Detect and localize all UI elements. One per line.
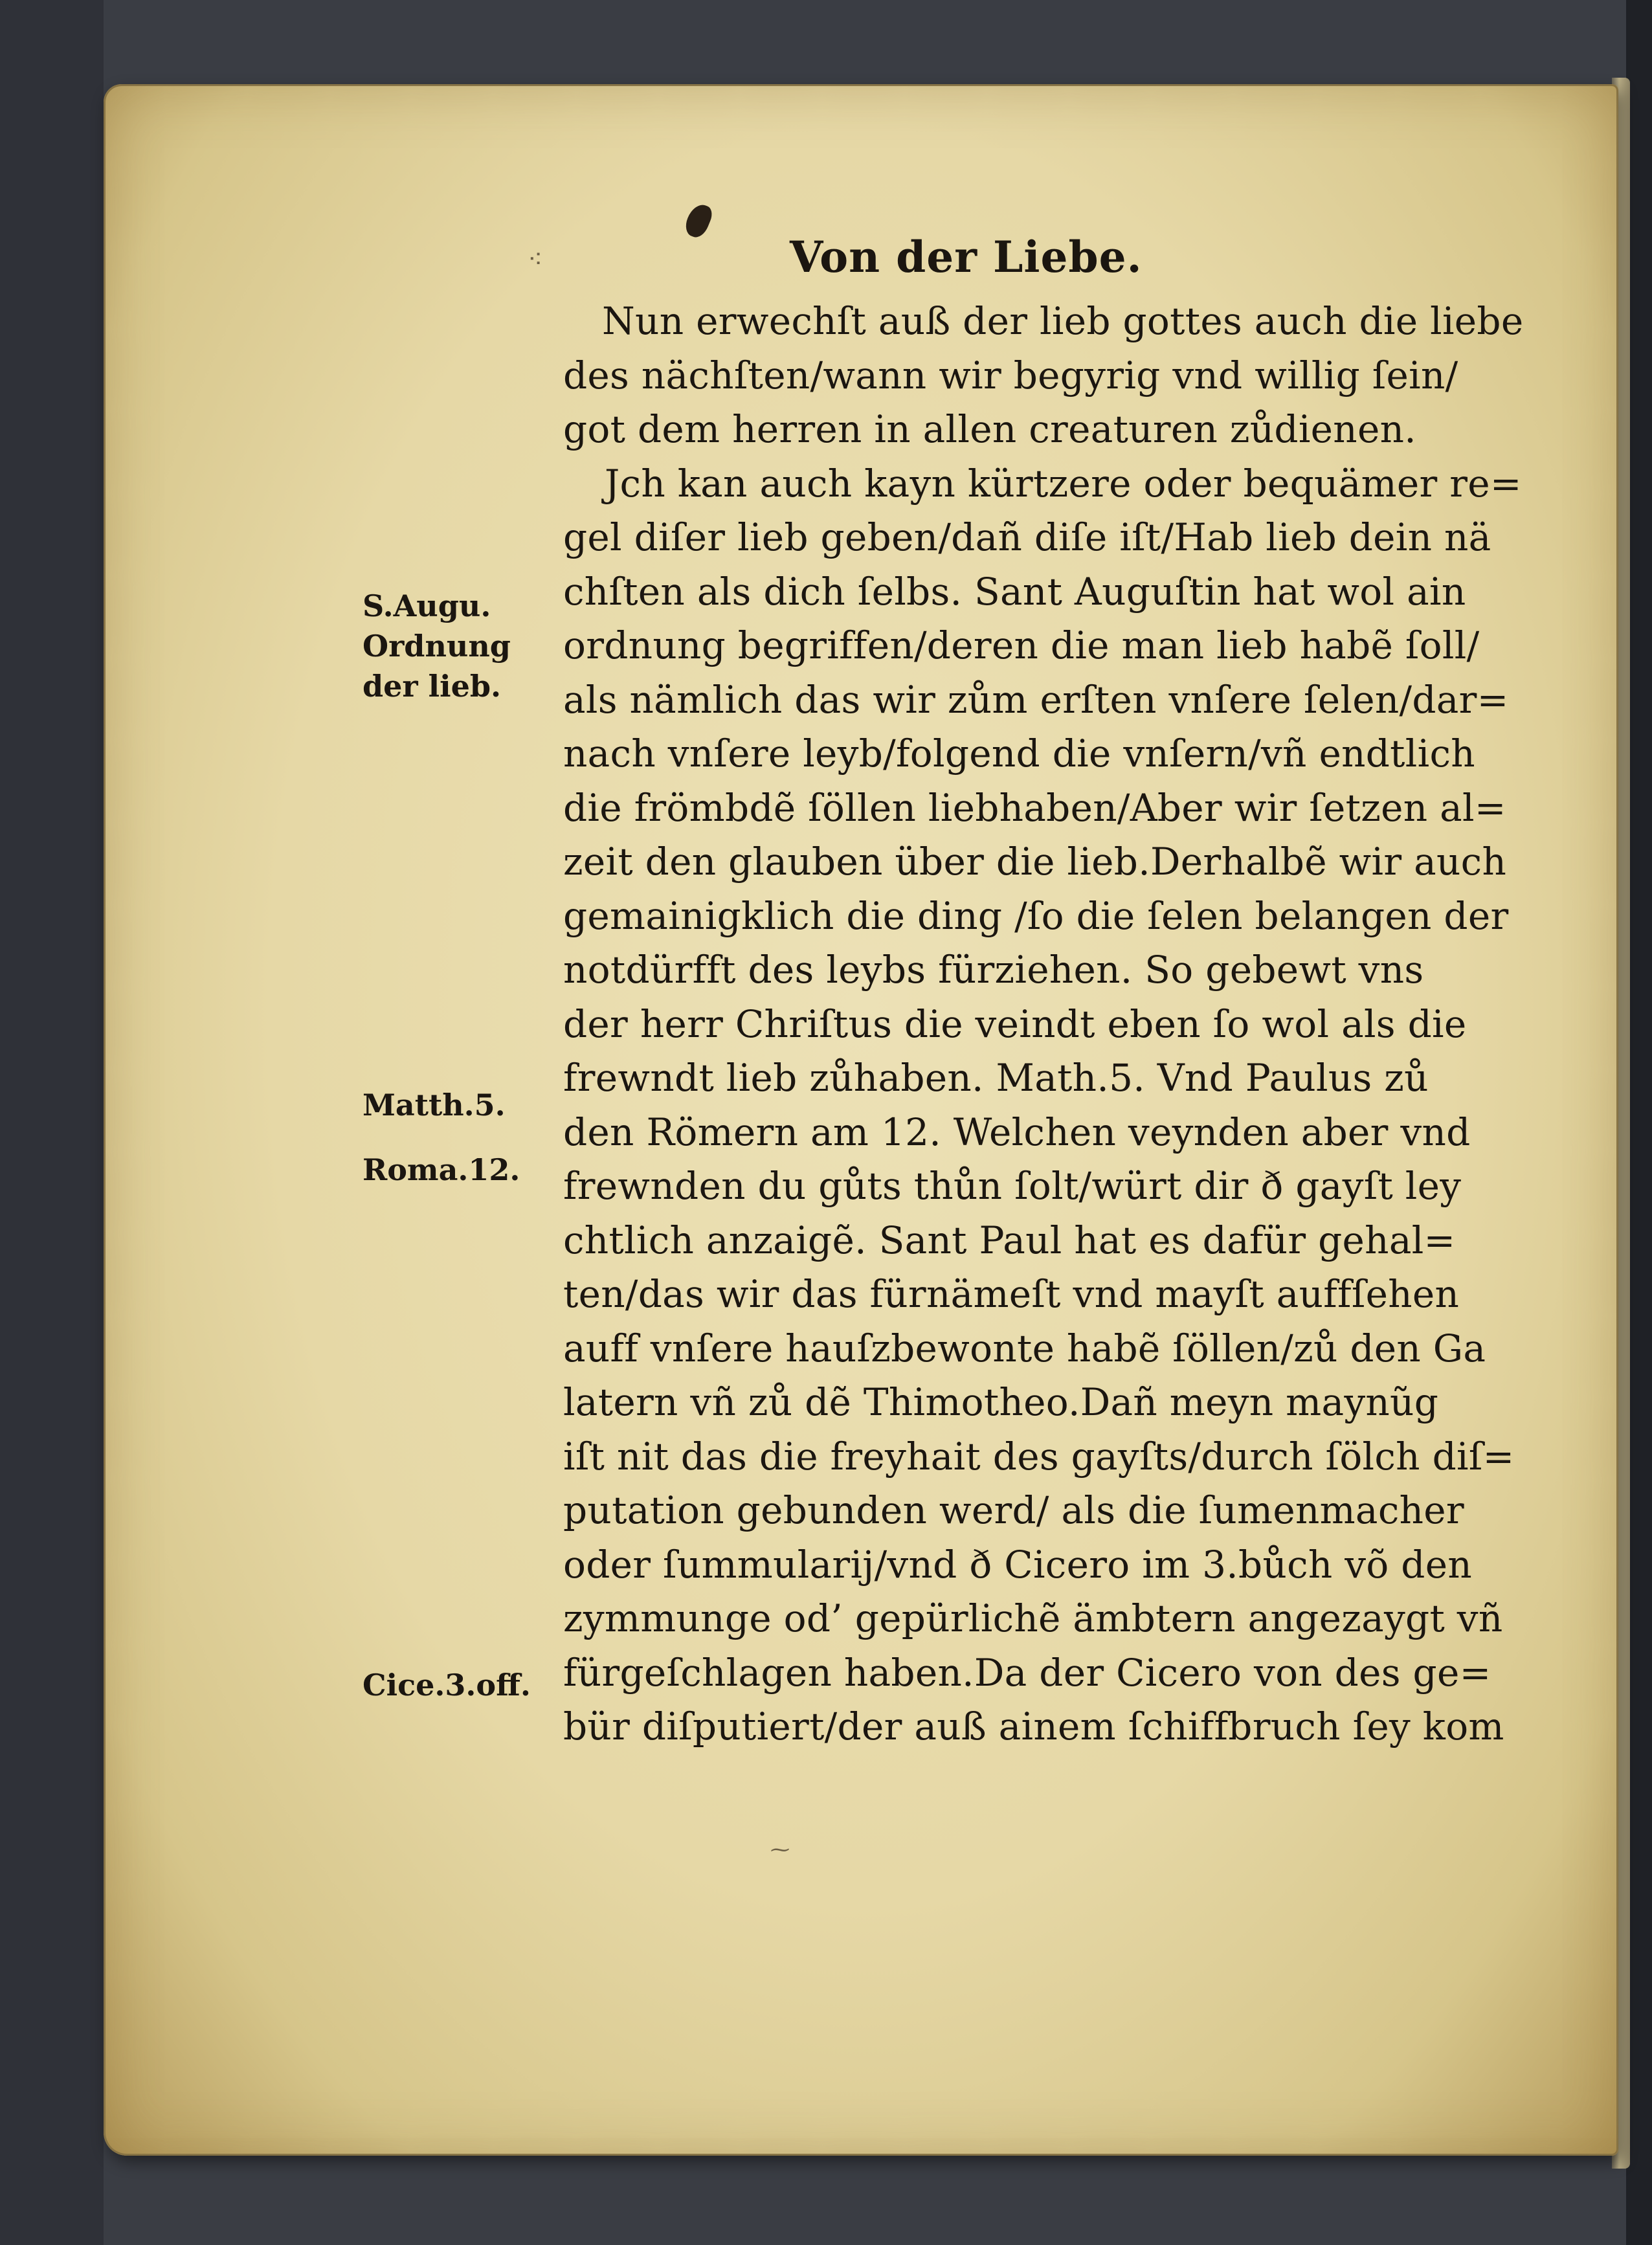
text-line: chtlich anzaigẽ. Sant Paul hat es dafür gehal= [563,1218,1456,1262]
margin-gloss-romans [363,1150,520,1190]
text-line: frewnden du gůts thůn ſolt/würt dir ð gayſt ley [563,1164,1462,1208]
margin-gloss-cicero [363,1665,531,1705]
text-line: bür diſputiert/der auß ainem ſchiffbruch ſey kom [563,1704,1504,1748]
gloss-line: Roma.12. [363,1152,520,1187]
gloss-line: der lieb. [363,669,502,704]
text-line: putation gebunden werd/ als die ſumenmacher [563,1488,1464,1532]
text-line: iſt nit das die freyhait des gayſts/durch ſölch diſ= [563,1434,1515,1479]
text-line: zymmunge od’ gepürlichẽ ämbtern angezaygt vñ [563,1596,1503,1640]
text-line: nach vnſere leyb/folgend die vnſern/vñ endtlich [563,732,1475,776]
gloss-line: S.Augu. [363,588,491,623]
text-line: gel diſer lieb geben/dañ diſe iſt/Hab lieb dein nä [563,515,1491,559]
text-line: zeit den glauben über die lieb.Derhalbẽ wir auch [563,840,1507,884]
head-ornament: ⁖ [528,245,547,274]
main-text-block [563,295,1547,1754]
text-line: oder ſummularij/vnd ð Cicero im 3.bůch võ den [563,1542,1472,1587]
text-line: fürgeſchlagen haben.Da der Cicero von des ge= [563,1650,1491,1695]
margin-gloss-matthew [363,1085,506,1125]
text-line: frewndt lieb zůhaben. Math.5. Vnd Paulus zů [563,1056,1429,1100]
text-line: auff vnſere hauſzbewonte habẽ ſöllen/zů den Ga [563,1326,1486,1370]
text-line: Jch kan auch kayn kürtzere oder bequämer re= [605,461,1522,506]
text-line: latern vñ zů dẽ Thimotheo.Dañ meyn maynũg [563,1380,1439,1424]
backdrop-left [0,0,104,2245]
text-line: des nächſten/wann wir begyrig vnd willig ſein/ [563,353,1458,397]
text-line: die frömbdẽ ſöllen liebhaben/Aber wir ſetzen al= [563,785,1506,830]
text-line: chſten als dich ſelbs. Sant Auguſtin hat wol ain [563,569,1466,614]
text-line: ten/das wir das fürnämeſt vnd mayſt auffſehen [563,1272,1460,1316]
gloss-line: Ordnung [363,629,511,664]
gloss-line: Matth.5. [363,1088,506,1122]
backdrop-right [1626,0,1652,2245]
margin-gloss-augustine [363,586,511,706]
gloss-line: Cice.3.off. [363,1668,531,1703]
text-line: der herr Chriſtus die veindt eben ſo wol als die [563,1001,1467,1046]
text-line: als nämlich das wir zům erſten vnſere ſelen/dar= [563,677,1509,722]
text-line: Nun erwechſt auß der lieb gottes auch die liebe [602,299,1524,343]
text-line: gemainigklich die ding /ſo die ſelen belangen der [563,893,1509,938]
text-line: den Römern am 12. Welchen veynden aber vnd [563,1110,1471,1154]
text-line: ordnung begriffen/deren die man lieb habẽ ſoll/ [563,623,1480,667]
running-head: Von der Liebe. [790,232,1143,282]
catchmark: ⁓ [770,1838,790,1861]
text-line: got dem herren in allen creaturen zůdienen. [563,407,1416,451]
text-line: notdürfft des leybs fürziehen. So gebewt vns [563,948,1424,992]
